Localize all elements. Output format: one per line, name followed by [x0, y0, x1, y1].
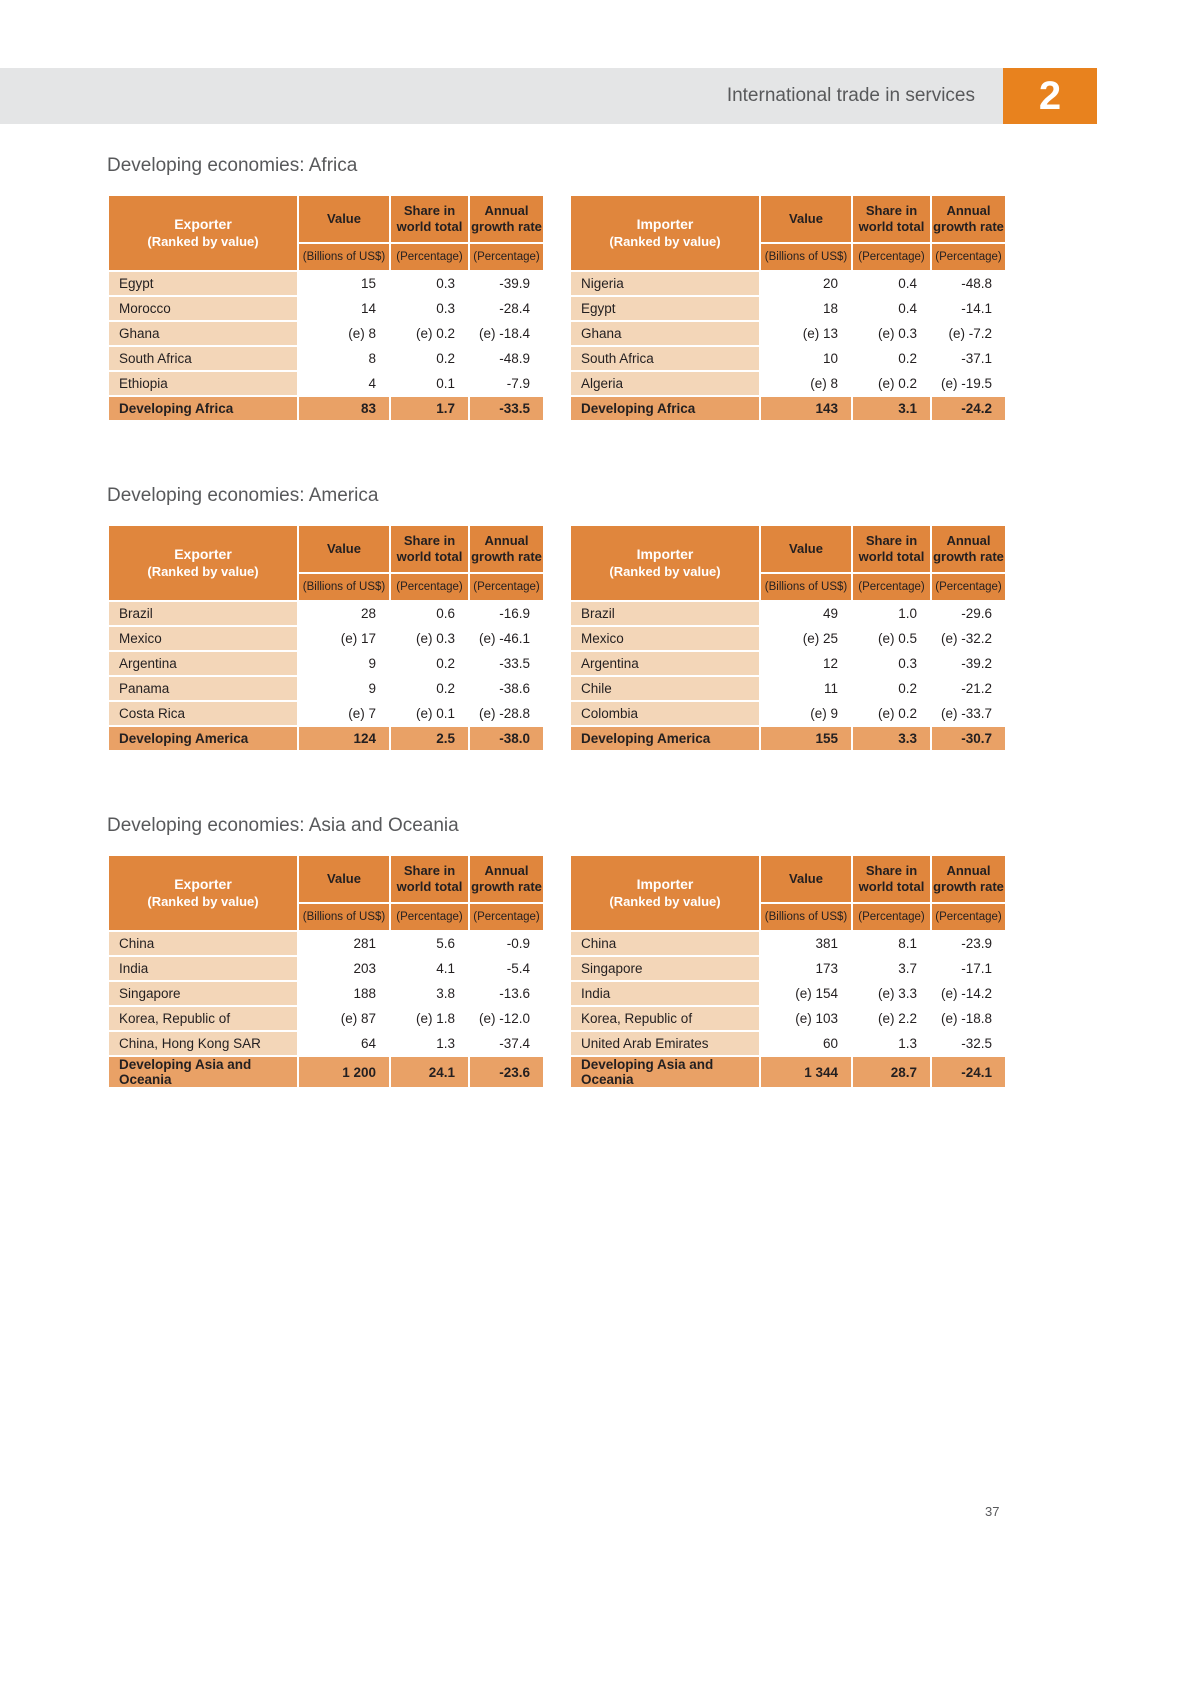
- growth-cell: (e) -12.0: [469, 1006, 544, 1031]
- value-unit-label: (Billions of US$): [298, 903, 390, 931]
- value-cell: 173: [760, 956, 852, 981]
- section-title: Developing economies: America: [107, 485, 379, 506]
- value-cell: (e) 17: [298, 626, 390, 651]
- value-cell: 381: [760, 931, 852, 956]
- total-row: [570, 396, 1006, 421]
- table-body: [108, 271, 544, 421]
- value-cell: 11: [760, 676, 852, 701]
- table-row: [108, 626, 544, 651]
- share-header: Share in world total: [390, 195, 469, 243]
- share-cell: 4.1: [390, 956, 469, 981]
- total-row: [108, 396, 544, 421]
- economy-name-cell: India: [108, 956, 298, 981]
- share-cell: 0.2: [390, 651, 469, 676]
- exporter-table: [107, 194, 545, 422]
- table-row: [108, 981, 544, 1006]
- table-head: [570, 195, 1006, 271]
- growth-unit-label: (Percentage): [931, 903, 1006, 931]
- share-cell: 0.2: [390, 676, 469, 701]
- section: [107, 155, 1003, 422]
- ranked-by-label: (Ranked by value): [609, 233, 721, 249]
- ranked-by-label: (Ranked by value): [609, 893, 721, 909]
- share-cell: 5.6: [390, 931, 469, 956]
- growth-header: Annual growth rate: [931, 195, 1006, 243]
- growth-cell: -21.2: [931, 676, 1006, 701]
- value-header: Value: [760, 855, 852, 903]
- table-body: [570, 271, 1006, 421]
- value-cell: 83: [298, 396, 390, 421]
- economy-name-cell: Singapore: [570, 956, 760, 981]
- economy-name-cell: Developing Africa: [108, 396, 298, 421]
- growth-cell: (e) -14.2: [931, 981, 1006, 1006]
- share-cell: 0.3: [852, 651, 931, 676]
- table-row: [108, 956, 544, 981]
- value-cell: 9: [298, 676, 390, 701]
- value-cell: 124: [298, 726, 390, 751]
- value-cell: (e) 7: [298, 701, 390, 726]
- value-cell: 4: [298, 371, 390, 396]
- economy-name-cell: India: [570, 981, 760, 1006]
- growth-cell: -17.1: [931, 956, 1006, 981]
- growth-unit-label: (Percentage): [931, 243, 1006, 271]
- tables-row: [107, 524, 1003, 752]
- value-cell: (e) 13: [760, 321, 852, 346]
- growth-header: Annual growth rate: [469, 525, 544, 573]
- total-row: [570, 726, 1006, 751]
- value-cell: 188: [298, 981, 390, 1006]
- table-head: [108, 195, 544, 271]
- share-cell: 1.0: [852, 601, 931, 626]
- economy-name-cell: Colombia: [570, 701, 760, 726]
- value-cell: 155: [760, 726, 852, 751]
- growth-cell: (e) -32.2: [931, 626, 1006, 651]
- table-row: [570, 931, 1006, 956]
- header-bar: [0, 68, 1003, 124]
- role-label: Exporter: [174, 876, 232, 893]
- header-row-main: [570, 855, 1006, 903]
- header-row-main: [570, 195, 1006, 243]
- importer-table: [569, 194, 1007, 422]
- growth-cell: -16.9: [469, 601, 544, 626]
- role-label: Exporter: [174, 546, 232, 563]
- growth-header: Annual growth rate: [469, 855, 544, 903]
- growth-cell: -33.5: [469, 396, 544, 421]
- content-area: [107, 155, 1003, 1152]
- table-row: [108, 371, 544, 396]
- share-cell: 0.6: [390, 601, 469, 626]
- share-cell: (e) 0.5: [852, 626, 931, 651]
- value-unit-label: (Billions of US$): [298, 243, 390, 271]
- importer-table: [569, 524, 1007, 752]
- economy-name-cell: Chile: [570, 676, 760, 701]
- value-cell: 20: [760, 271, 852, 296]
- economy-name-cell: United Arab Emirates: [570, 1031, 760, 1056]
- section: [107, 485, 1003, 752]
- share-cell: 0.2: [852, 676, 931, 701]
- entity-header: [570, 195, 760, 271]
- value-cell: (e) 25: [760, 626, 852, 651]
- table-row: [570, 981, 1006, 1006]
- tables-row: [107, 194, 1003, 422]
- economy-name-cell: Developing Asia and Oceania: [108, 1056, 298, 1088]
- table-row: [570, 701, 1006, 726]
- table-body: [570, 931, 1006, 1088]
- share-cell: (e) 0.3: [852, 321, 931, 346]
- share-cell: 3.3: [852, 726, 931, 751]
- table-row: [108, 601, 544, 626]
- table-row: [570, 371, 1006, 396]
- value-cell: 60: [760, 1031, 852, 1056]
- growth-cell: -48.9: [469, 346, 544, 371]
- share-unit-label: (Percentage): [852, 573, 931, 601]
- growth-cell: -38.0: [469, 726, 544, 751]
- value-cell: 1 200: [298, 1056, 390, 1088]
- table-body: [108, 931, 544, 1088]
- chapter-number-badge: 2: [1003, 68, 1097, 124]
- value-cell: 12: [760, 651, 852, 676]
- table-row: [108, 701, 544, 726]
- economy-name-cell: Panama: [108, 676, 298, 701]
- growth-cell: -39.2: [931, 651, 1006, 676]
- value-unit-label: (Billions of US$): [760, 243, 852, 271]
- share-cell: 0.2: [852, 346, 931, 371]
- share-cell: (e) 0.2: [852, 371, 931, 396]
- section-title: Developing economies: Africa: [107, 155, 358, 176]
- share-cell: (e) 0.2: [390, 321, 469, 346]
- share-cell: (e) 0.2: [852, 701, 931, 726]
- share-cell: (e) 0.1: [390, 701, 469, 726]
- importer-table: [569, 854, 1007, 1089]
- economy-name-cell: Developing Africa: [570, 396, 760, 421]
- ranked-by-label: (Ranked by value): [147, 233, 259, 249]
- growth-header: Annual growth rate: [931, 855, 1006, 903]
- growth-cell: -48.8: [931, 271, 1006, 296]
- entity-header: [570, 855, 760, 931]
- share-header: Share in world total: [852, 525, 931, 573]
- share-cell: 2.5: [390, 726, 469, 751]
- value-cell: 14: [298, 296, 390, 321]
- economy-name-cell: Korea, Republic of: [570, 1006, 760, 1031]
- share-unit-label: (Percentage): [390, 573, 469, 601]
- table-row: [108, 651, 544, 676]
- economy-name-cell: Developing America: [570, 726, 760, 751]
- value-cell: 8: [298, 346, 390, 371]
- economy-name-cell: Egypt: [570, 296, 760, 321]
- economy-name-cell: South Africa: [570, 346, 760, 371]
- header-row-main: [108, 855, 544, 903]
- total-row: [108, 726, 544, 751]
- table-body: [108, 601, 544, 751]
- economy-name-cell: South Africa: [108, 346, 298, 371]
- value-cell: (e) 154: [760, 981, 852, 1006]
- section: [107, 815, 1003, 1089]
- economy-name-cell: Developing Asia and Oceania: [570, 1056, 760, 1088]
- share-cell: 0.2: [390, 346, 469, 371]
- share-cell: 1.3: [852, 1031, 931, 1056]
- growth-header: Annual growth rate: [469, 195, 544, 243]
- economy-name-cell: Mexico: [570, 626, 760, 651]
- value-cell: 203: [298, 956, 390, 981]
- growth-cell: -13.6: [469, 981, 544, 1006]
- growth-cell: -23.9: [931, 931, 1006, 956]
- growth-cell: (e) -7.2: [931, 321, 1006, 346]
- value-cell: 9: [298, 651, 390, 676]
- growth-unit-label: (Percentage): [469, 243, 544, 271]
- value-cell: 64: [298, 1031, 390, 1056]
- growth-cell: -7.9: [469, 371, 544, 396]
- header-row-main: [108, 195, 544, 243]
- table-row: [108, 346, 544, 371]
- share-cell: 0.1: [390, 371, 469, 396]
- growth-cell: -30.7: [931, 726, 1006, 751]
- economy-name-cell: Egypt: [108, 271, 298, 296]
- share-unit-label: (Percentage): [390, 243, 469, 271]
- growth-cell: -33.5: [469, 651, 544, 676]
- role-label: Importer: [636, 216, 694, 233]
- share-cell: 0.3: [390, 271, 469, 296]
- table-row: [570, 626, 1006, 651]
- economy-name-cell: Korea, Republic of: [108, 1006, 298, 1031]
- share-header: Share in world total: [852, 195, 931, 243]
- economy-name-cell: Mexico: [108, 626, 298, 651]
- table-row: [570, 956, 1006, 981]
- growth-cell: -39.9: [469, 271, 544, 296]
- share-cell: 24.1: [390, 1056, 469, 1088]
- section-title: Developing economies: Asia and Oceania: [107, 815, 459, 836]
- economy-name-cell: Costa Rica: [108, 701, 298, 726]
- economy-name-cell: Morocco: [108, 296, 298, 321]
- share-cell: 3.1: [852, 396, 931, 421]
- share-unit-label: (Percentage): [390, 903, 469, 931]
- entity-header: [108, 195, 298, 271]
- economy-name-cell: China, Hong Kong SAR: [108, 1031, 298, 1056]
- economy-name-cell: Brazil: [570, 601, 760, 626]
- economy-name-cell: Argentina: [570, 651, 760, 676]
- value-cell: 28: [298, 601, 390, 626]
- economy-name-cell: Ethiopia: [108, 371, 298, 396]
- growth-cell: -5.4: [469, 956, 544, 981]
- share-cell: (e) 1.8: [390, 1006, 469, 1031]
- table-row: [108, 676, 544, 701]
- value-cell: (e) 8: [760, 371, 852, 396]
- growth-cell: -24.2: [931, 396, 1006, 421]
- entity-header: [108, 855, 298, 931]
- value-cell: 18: [760, 296, 852, 321]
- share-header: Share in world total: [852, 855, 931, 903]
- value-cell: 1 344: [760, 1056, 852, 1088]
- value-header: Value: [298, 855, 390, 903]
- growth-cell: (e) -18.4: [469, 321, 544, 346]
- value-cell: (e) 87: [298, 1006, 390, 1031]
- economy-name-cell: Ghana: [108, 321, 298, 346]
- growth-cell: -29.6: [931, 601, 1006, 626]
- role-label: Exporter: [174, 216, 232, 233]
- table-row: [570, 651, 1006, 676]
- share-header: Share in world total: [390, 855, 469, 903]
- share-cell: 0.4: [852, 296, 931, 321]
- economy-name-cell: Ghana: [570, 321, 760, 346]
- growth-cell: (e) -28.8: [469, 701, 544, 726]
- growth-cell: (e) -19.5: [931, 371, 1006, 396]
- growth-cell: -37.4: [469, 1031, 544, 1056]
- table-row: [570, 346, 1006, 371]
- exporter-table: [107, 524, 545, 752]
- role-label: Importer: [636, 876, 694, 893]
- share-header: Share in world total: [390, 525, 469, 573]
- value-cell: 281: [298, 931, 390, 956]
- value-unit-label: (Billions of US$): [760, 903, 852, 931]
- share-cell: 0.3: [390, 296, 469, 321]
- table-row: [570, 1006, 1006, 1031]
- page-number: 37: [985, 1504, 1000, 1519]
- economy-name-cell: Algeria: [570, 371, 760, 396]
- share-cell: (e) 0.3: [390, 626, 469, 651]
- value-cell: (e) 8: [298, 321, 390, 346]
- table-row: [108, 296, 544, 321]
- value-cell: 143: [760, 396, 852, 421]
- page-header-band: [0, 68, 1097, 124]
- value-header: Value: [760, 195, 852, 243]
- value-header: Value: [298, 525, 390, 573]
- value-cell: 10: [760, 346, 852, 371]
- growth-unit-label: (Percentage): [931, 573, 1006, 601]
- value-unit-label: (Billions of US$): [760, 573, 852, 601]
- entity-header: [570, 525, 760, 601]
- ranked-by-label: (Ranked by value): [147, 893, 259, 909]
- economy-name-cell: Nigeria: [570, 271, 760, 296]
- table-body: [570, 601, 1006, 751]
- header-row-main: [570, 525, 1006, 573]
- economy-name-cell: China: [108, 931, 298, 956]
- table-row: [570, 1031, 1006, 1056]
- economy-name-cell: Singapore: [108, 981, 298, 1006]
- value-cell: (e) 103: [760, 1006, 852, 1031]
- share-unit-label: (Percentage): [852, 903, 931, 931]
- growth-cell: -28.4: [469, 296, 544, 321]
- share-cell: 0.4: [852, 271, 931, 296]
- table-row: [570, 676, 1006, 701]
- table-head: [570, 525, 1006, 601]
- table-row: [108, 931, 544, 956]
- growth-cell: -14.1: [931, 296, 1006, 321]
- table-row: [570, 321, 1006, 346]
- growth-cell: -0.9: [469, 931, 544, 956]
- share-cell: 1.3: [390, 1031, 469, 1056]
- share-cell: 8.1: [852, 931, 931, 956]
- table-row: [570, 296, 1006, 321]
- tables-row: [107, 854, 1003, 1089]
- header-title: International trade in services: [726, 85, 975, 106]
- share-cell: 28.7: [852, 1056, 931, 1088]
- value-unit-label: (Billions of US$): [298, 573, 390, 601]
- table-head: [570, 855, 1006, 931]
- share-cell: 3.7: [852, 956, 931, 981]
- value-header: Value: [760, 525, 852, 573]
- table-row: [108, 1031, 544, 1056]
- table-head: [108, 855, 544, 931]
- economy-name-cell: Brazil: [108, 601, 298, 626]
- growth-cell: -23.6: [469, 1056, 544, 1088]
- total-row: [570, 1056, 1006, 1088]
- growth-cell: -24.1: [931, 1056, 1006, 1088]
- ranked-by-label: (Ranked by value): [147, 563, 259, 579]
- economy-name-cell: Argentina: [108, 651, 298, 676]
- growth-unit-label: (Percentage): [469, 903, 544, 931]
- value-cell: 15: [298, 271, 390, 296]
- growth-unit-label: (Percentage): [469, 573, 544, 601]
- total-row: [108, 1056, 544, 1088]
- table-head: [108, 525, 544, 601]
- share-unit-label: (Percentage): [852, 243, 931, 271]
- growth-cell: -32.5: [931, 1031, 1006, 1056]
- table-row: [570, 601, 1006, 626]
- growth-header: Annual growth rate: [931, 525, 1006, 573]
- table-row: [570, 271, 1006, 296]
- growth-cell: (e) -33.7: [931, 701, 1006, 726]
- value-header: Value: [298, 195, 390, 243]
- role-label: Importer: [636, 546, 694, 563]
- header-row-main: [108, 525, 544, 573]
- table-row: [108, 321, 544, 346]
- exporter-table: [107, 854, 545, 1089]
- growth-cell: -37.1: [931, 346, 1006, 371]
- ranked-by-label: (Ranked by value): [609, 563, 721, 579]
- growth-cell: (e) -18.8: [931, 1006, 1006, 1031]
- share-cell: (e) 3.3: [852, 981, 931, 1006]
- growth-cell: -38.6: [469, 676, 544, 701]
- economy-name-cell: Developing America: [108, 726, 298, 751]
- share-cell: 1.7: [390, 396, 469, 421]
- share-cell: (e) 2.2: [852, 1006, 931, 1031]
- table-row: [108, 271, 544, 296]
- value-cell: 49: [760, 601, 852, 626]
- table-row: [108, 1006, 544, 1031]
- growth-cell: (e) -46.1: [469, 626, 544, 651]
- economy-name-cell: China: [570, 931, 760, 956]
- value-cell: (e) 9: [760, 701, 852, 726]
- entity-header: [108, 525, 298, 601]
- share-cell: 3.8: [390, 981, 469, 1006]
